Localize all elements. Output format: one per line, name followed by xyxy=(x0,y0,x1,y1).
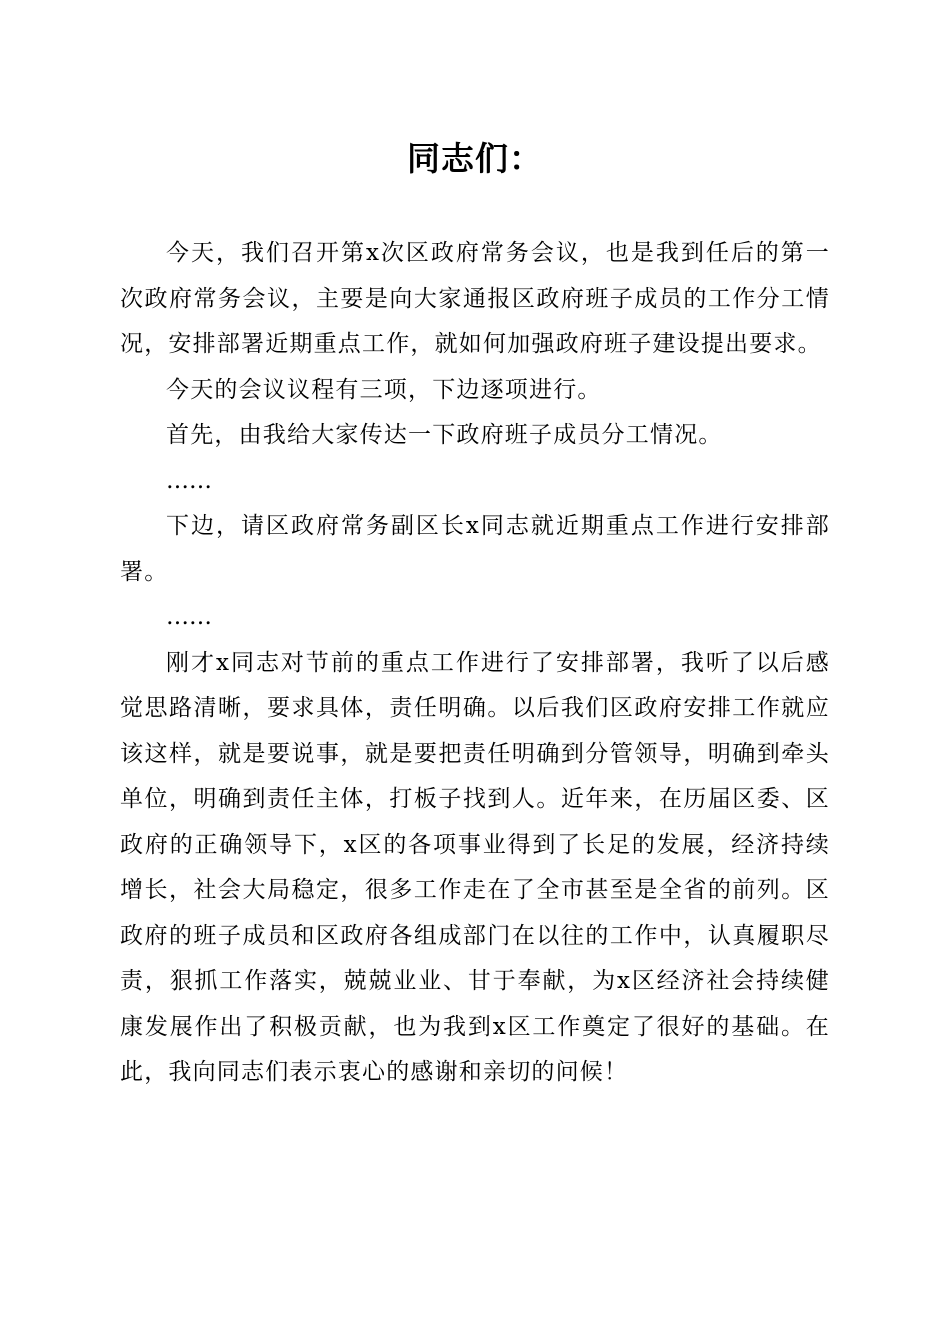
paragraph-opening: 今天，我们召开第x次区政府常务会议，也是我到任后的第一次政府常务会议，主要是向大家通报区政府班子成员的工作分工情况，安排部署近期重点工作，就如何加强政府班子建设提出要求。 xyxy=(120,240,830,357)
paragraph-ellipsis: …… xyxy=(166,467,212,494)
document-title: 同志们： xyxy=(407,139,543,178)
paragraph-second-item: 下边，请区政府常务副区长x同志就近期重点工作进行安排部署。 xyxy=(120,513,830,585)
paragraph-main-remarks: 刚才x同志对节前的重点工作进行了安排部署，我听了以后感觉思路清晰，要求具体，责任明确。以后我们区政府安排工作就应该这样，就是要说事，就是要把责任明确到分管领导，明确到牵头单位，明确到责任主体，打板子找到人。近年来，在历届区委、区政府的正确领导下，x区的各项事业得到了长足的发展，经济持续增长，社会大局稳定，很多工作走在了全市甚至是全省的前列。区政府的班子成员和区政府各组成部门在以往的工作中，认真履职尽责，狠抓工作落实，兢兢业业、甘于奉献，为x区经济社会持续健康发展作出了积极贡献，也为我到x区工作奠定了很好的基础。在此，我向同志们表示衷心的感谢和亲切的问候！ xyxy=(120,649,830,1085)
document-body xyxy=(120,231,830,1096)
paragraph-agenda: 今天的会议议程有三项，下边逐项进行。 xyxy=(166,376,602,403)
paragraph-ellipsis: …… xyxy=(166,604,212,630)
paragraph-first-item: 首先，由我给大家传达一下政府班子成员分工情况。 xyxy=(166,422,723,448)
